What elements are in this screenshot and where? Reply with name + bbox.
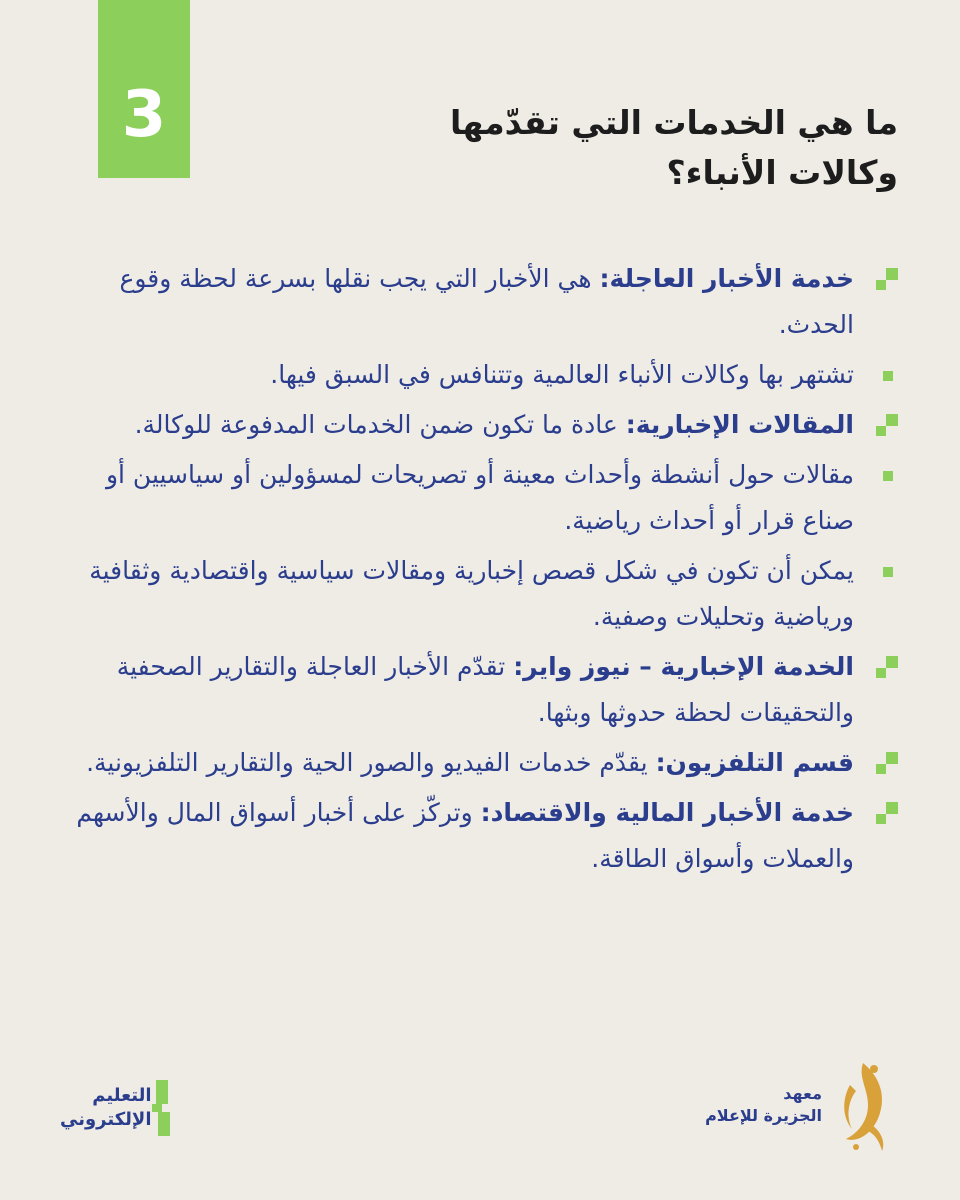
green-square-bullet-icon: [880, 564, 894, 578]
item-text: وتركّز على أخبار أسواق المال والأسهم والعملات وأسواق الطاقة.: [76, 798, 854, 873]
item-text: هي الأخبار التي يجب نقلها بسرعة لحظة وقوع الحدث.: [119, 264, 854, 339]
list-item: [60, 740, 898, 786]
list-item: [60, 452, 898, 544]
item-text: يمكن أن تكون في شكل قصص إخبارية ومقالات سياسية واقتصادية وثقافية ورياضية وتحليلات وصفية.: [89, 556, 854, 631]
green-squares-bullet-icon: [876, 414, 898, 436]
institute-line-2: الجزيرة للإعلام: [705, 1106, 822, 1125]
green-squares-bullet-icon: [876, 268, 898, 290]
green-squares-bullet-icon: [876, 656, 898, 678]
section-number-badge: [98, 0, 190, 178]
item-text: عادة ما تكون ضمن الخدمات المدفوعة للوكالة.: [134, 410, 626, 439]
green-squares-bullet-icon: [876, 802, 898, 824]
green-square-bullet-icon: [880, 368, 894, 382]
title-line-1: ما هي الخدمات التي تقدّمها: [450, 103, 898, 142]
item-text: تشتهر بها وكالات الأنباء العالمية وتتنافس في السبق فيها.: [270, 360, 854, 389]
item-label: خدمة الأخبار العاجلة:: [599, 264, 854, 293]
list-item: [60, 548, 898, 640]
institute-line-1: معهد: [783, 1084, 822, 1103]
services-list: [60, 256, 898, 886]
elearning-line-2: الإلكتروني: [60, 1109, 152, 1130]
elearning-text: [60, 1084, 152, 1132]
section-number: 3: [121, 78, 167, 152]
list-item: [60, 256, 898, 348]
item-text: مقالات حول أنشطة وأحداث معينة أو تصريحات لمسؤولين أو سياسيين أو صناع قرار أو أحداث رياضية.: [105, 460, 854, 535]
list-item: [60, 644, 898, 736]
list-item: [60, 790, 898, 882]
list-item: [60, 402, 898, 448]
aljazeera-calligraphy-logo-icon: [828, 1055, 898, 1155]
green-squares-bullet-icon: [876, 752, 898, 774]
item-text: تقدّم الأخبار العاجلة والتقارير الصحفية والتحقيقات لحظة حدوثها وبثها.: [116, 652, 854, 727]
item-label: المقالات الإخبارية:: [625, 410, 854, 439]
item-label: الخدمة الإخبارية – نيوز واير:: [513, 652, 854, 681]
institute-text: [705, 1083, 822, 1127]
aljazeera-institute-logo: [705, 1055, 898, 1155]
page-title: [338, 98, 898, 198]
elearning-mark-icon: [152, 1080, 172, 1136]
item-label: خدمة الأخبار المالية والاقتصاد:: [480, 798, 854, 827]
elearning-logo: [60, 1080, 180, 1136]
title-line-2: وكالات الأنباء؟: [666, 153, 898, 192]
green-square-bullet-icon: [880, 468, 894, 482]
item-text: يقدّم خدمات الفيديو والصور الحية والتقارير التلفزيونية.: [86, 748, 656, 777]
elearning-line-1: التعليم: [92, 1085, 152, 1106]
list-item: [60, 352, 898, 398]
item-label: قسم التلفزيون:: [655, 748, 854, 777]
